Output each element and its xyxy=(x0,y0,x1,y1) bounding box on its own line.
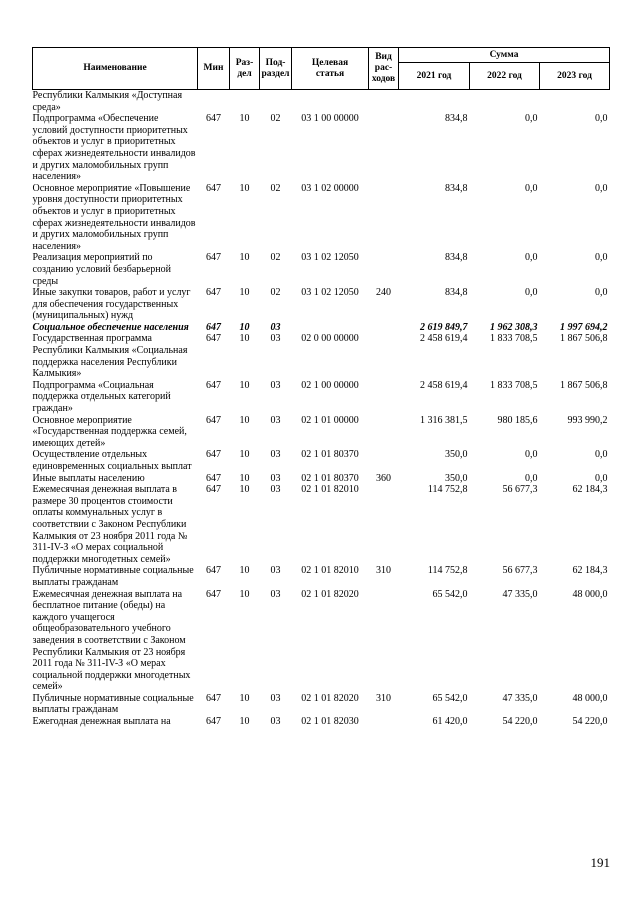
cell-sum-2023: 1 997 694,2 xyxy=(560,321,608,333)
cell-celevaya-statya: 02 1 01 82010 xyxy=(301,565,359,577)
table-row xyxy=(33,113,610,183)
cell-podrazdel: 02 xyxy=(270,182,281,194)
cell-podrazdel: 03 xyxy=(270,414,281,426)
cell-min: 647 xyxy=(206,379,221,391)
table-row xyxy=(33,252,610,287)
cell-celevaya-statya: 03 1 00 00000 xyxy=(301,113,359,125)
cell-celevaya-statya: 03 1 02 12050 xyxy=(301,252,359,264)
cell-sum-2022: 0,0 xyxy=(525,182,538,194)
cell-sum-2023: 1 867 506,8 xyxy=(560,379,608,391)
cell-razdel: 10 xyxy=(239,472,250,484)
cell-sum-2022: 0,0 xyxy=(525,449,538,461)
cell-vid-rashodov xyxy=(369,589,399,693)
cell-sum-2021: 65 542,0 xyxy=(432,692,468,704)
cell-name: Основное мероприятие «Повышение уровня доступности приоритетных объектов и услуг в приоритетных сферах жизнедеятельности инвалидов и других маломобильных групп населения» xyxy=(32,182,196,252)
cell-min: 647 xyxy=(206,321,221,333)
cell-vid-rashodov xyxy=(369,380,399,415)
table-row xyxy=(33,473,610,485)
cell-sum-2023: 54 220,0 xyxy=(572,716,608,728)
budget-table xyxy=(32,47,610,728)
table-row xyxy=(33,589,610,693)
cell-sum-2021: 350,0 xyxy=(445,449,468,461)
cell-name: Республики Калмыкия «Доступная среда» xyxy=(32,90,183,113)
cell-podrazdel: 03 xyxy=(270,449,281,461)
cell-sum-2021: 2 458 619,4 xyxy=(420,333,468,345)
cell-min: 647 xyxy=(206,287,221,299)
cell-sum-2021: 114 752,8 xyxy=(427,484,468,496)
cell-sum-2023: 993 990,2 xyxy=(567,414,608,426)
cell-sum-2022: 980 185,6 xyxy=(497,414,538,426)
table-row xyxy=(33,484,610,565)
cell-sum-2023: 0,0 xyxy=(595,472,608,484)
cell-podrazdel: 03 xyxy=(270,472,281,484)
cell-sum-2022: 0,0 xyxy=(525,113,538,125)
cell-vid-rashodov xyxy=(369,183,399,253)
table-row xyxy=(33,693,610,716)
cell-razdel: 10 xyxy=(239,588,250,600)
cell-vid-rashodov xyxy=(369,716,399,728)
cell-podrazdel: 03 xyxy=(270,484,281,496)
cell-razdel: 10 xyxy=(239,113,250,125)
cell-sum-2022: 1 833 708,5 xyxy=(490,379,538,391)
cell-razdel: 10 xyxy=(239,414,250,426)
cell-sum-2022: 1 962 308,3 xyxy=(490,321,538,333)
cell-vid-rashodov xyxy=(369,322,399,334)
cell-sum-2022: 54 220,0 xyxy=(502,716,538,728)
cell-razdel: 10 xyxy=(239,287,250,299)
cell-vid-rashodov xyxy=(369,484,399,565)
cell-celevaya-statya: 02 1 01 82030 xyxy=(301,716,359,728)
header-podrazdel: Под- раздел xyxy=(260,48,292,90)
cell-razdel: 10 xyxy=(239,484,250,496)
cell-celevaya-statya: 02 1 01 82020 xyxy=(301,588,359,600)
table-row xyxy=(33,183,610,253)
cell-sum-2021: 834,8 xyxy=(445,113,468,125)
cell-celevaya-statya xyxy=(292,90,369,114)
cell-celevaya-statya: 02 1 01 82020 xyxy=(301,692,359,704)
cell-podrazdel: 03 xyxy=(270,588,281,600)
cell-sum-2023: 0,0 xyxy=(595,252,608,264)
cell-sum-2023: 62 184,3 xyxy=(572,484,608,496)
cell-vid-rashodov xyxy=(369,415,399,450)
cell-sum-2022: 0,0 xyxy=(525,472,538,484)
cell-sum-2023: 0,0 xyxy=(595,287,608,299)
cell-min: 647 xyxy=(206,113,221,125)
cell-vid-rashodov xyxy=(369,90,399,114)
cell-min: 647 xyxy=(206,484,221,496)
header-year-2022: 2022 год xyxy=(470,63,540,90)
header-name: Наименование xyxy=(33,48,198,90)
cell-min: 647 xyxy=(206,333,221,345)
cell-name: Основное мероприятие «Государственная поддержка семей, имеющих детей» xyxy=(32,414,187,449)
cell-sum-2023 xyxy=(540,90,610,114)
cell-sum-2023: 62 184,3 xyxy=(572,565,608,577)
cell-min: 647 xyxy=(206,716,221,728)
cell-sum-2022: 56 677,3 xyxy=(502,484,538,496)
table-row xyxy=(33,449,610,472)
cell-sum-2022: 47 335,0 xyxy=(502,588,538,600)
header-year-2023: 2023 год xyxy=(540,63,610,90)
cell-podrazdel xyxy=(260,90,292,114)
page-number: 191 xyxy=(590,855,610,870)
cell-podrazdel: 02 xyxy=(270,287,281,299)
cell-celevaya-statya: 02 1 01 82010 xyxy=(301,484,359,496)
cell-vid-rashodov xyxy=(369,113,399,183)
cell-name: Ежемесячная денежная выплата в размере 30 процентов стоимости оплаты коммунальных услуг в соответствии с Законом Республики Калмыкия от 23 ноября 2011 года № 311-IV-З «О мерах социальной поддержки многодетных семей» xyxy=(32,484,188,565)
cell-sum-2021: 350,0 xyxy=(445,472,468,484)
table-row xyxy=(33,90,610,114)
cell-min xyxy=(198,90,230,114)
cell-razdel: 10 xyxy=(239,252,250,264)
cell-sum-2021: 61 420,0 xyxy=(432,716,468,728)
table-row xyxy=(33,565,610,588)
table-row xyxy=(33,287,610,322)
cell-razdel xyxy=(230,90,260,114)
cell-podrazdel: 02 xyxy=(270,113,281,125)
cell-sum-2021: 114 752,8 xyxy=(427,565,468,577)
table-row xyxy=(33,333,610,379)
cell-name: Ежегодная денежная выплата на xyxy=(32,716,171,728)
header-celevaya-statya: Целевая статья xyxy=(292,48,369,90)
cell-vid-rashodov xyxy=(369,333,399,379)
cell-sum-2022 xyxy=(470,90,540,114)
cell-min: 647 xyxy=(206,692,221,704)
cell-podrazdel: 03 xyxy=(270,565,281,577)
cell-sum-2023: 1 867 506,8 xyxy=(560,333,608,345)
cell-min: 647 xyxy=(206,182,221,194)
cell-name: Публичные нормативные социальные выплаты гражданам xyxy=(32,565,194,588)
header-min: Мин xyxy=(198,48,230,90)
cell-sum-2023: 48 000,0 xyxy=(572,588,608,600)
cell-vid-rashodov xyxy=(369,252,399,287)
cell-name: Публичные нормативные социальные выплаты гражданам xyxy=(32,692,194,716)
cell-sum-2021: 2 619 849,7 xyxy=(420,321,468,333)
cell-vid-rashodov: 310 xyxy=(376,565,391,577)
cell-name: Реализация мероприятий по созданию условий безбарьерной среды xyxy=(32,252,171,287)
cell-razdel: 10 xyxy=(239,692,250,704)
budget-table-page xyxy=(32,47,609,728)
cell-name: Осуществление отдельных единовременных социальных выплат xyxy=(32,449,192,472)
cell-name: Подпрограмма «Обеспечение условий доступности приоритетных объектов и услуг в приоритетных сферах жизнедеятельности инвалидов и других маломобильных групп населения» xyxy=(32,113,196,183)
header-razdel: Раз- дел xyxy=(230,48,260,90)
cell-sum-2022: 0,0 xyxy=(525,252,538,264)
cell-name: Иные выплаты населению xyxy=(32,472,145,484)
cell-vid-rashodov xyxy=(369,449,399,472)
cell-celevaya-statya: 02 1 01 00000 xyxy=(301,414,359,426)
cell-celevaya-statya: 02 0 00 00000 xyxy=(301,333,359,345)
cell-sum-2021 xyxy=(399,90,470,114)
cell-sum-2021: 2 458 619,4 xyxy=(420,379,468,391)
cell-vid-rashodov: 360 xyxy=(376,472,391,484)
cell-razdel: 10 xyxy=(239,565,250,577)
table-row xyxy=(33,380,610,415)
cell-podrazdel: 02 xyxy=(270,252,281,264)
cell-sum-2021: 834,8 xyxy=(445,252,468,264)
cell-sum-2022: 0,0 xyxy=(525,287,538,299)
cell-min: 647 xyxy=(206,472,221,484)
cell-razdel: 10 xyxy=(239,379,250,391)
cell-razdel: 10 xyxy=(239,182,250,194)
cell-sum-2023: 48 000,0 xyxy=(572,692,608,704)
cell-sum-2023: 0,0 xyxy=(595,182,608,194)
table-row xyxy=(33,415,610,450)
cell-celevaya-statya: 02 1 00 00000 xyxy=(301,379,359,391)
cell-celevaya-statya: 03 1 02 00000 xyxy=(301,182,359,194)
cell-sum-2021: 65 542,0 xyxy=(432,588,468,600)
cell-name: Иные закупки товаров, работ и услуг для обеспечения государственных (муниципальных) нужд xyxy=(32,287,191,322)
cell-podrazdel: 03 xyxy=(270,333,281,345)
cell-min: 647 xyxy=(206,449,221,461)
header-summa: Сумма xyxy=(399,48,610,63)
cell-sum-2021: 834,8 xyxy=(445,287,468,299)
cell-celevaya-statya: 02 1 01 80370 xyxy=(301,449,359,461)
cell-celevaya-statya: 03 1 02 12050 xyxy=(301,287,359,299)
cell-min: 647 xyxy=(206,252,221,264)
cell-min: 647 xyxy=(206,414,221,426)
cell-razdel: 10 xyxy=(239,333,250,345)
cell-celevaya-statya: 02 1 01 80370 xyxy=(301,472,359,484)
table-body xyxy=(33,90,610,728)
cell-podrazdel: 03 xyxy=(270,379,281,391)
cell-celevaya-statya xyxy=(292,322,369,334)
cell-sum-2022: 47 335,0 xyxy=(502,692,538,704)
cell-min: 647 xyxy=(206,565,221,577)
cell-podrazdel: 03 xyxy=(270,716,281,728)
header-year-2021: 2021 год xyxy=(399,63,470,90)
cell-podrazdel: 03 xyxy=(270,321,281,333)
cell-sum-2021: 1 316 381,5 xyxy=(420,414,468,426)
cell-name: Государственная программа Республики Калмыкия «Социальная поддержка населения Республики Калмыкия» xyxy=(32,333,188,380)
table-row xyxy=(33,322,610,334)
cell-razdel: 10 xyxy=(239,321,250,333)
cell-razdel: 10 xyxy=(239,449,250,461)
cell-sum-2023: 0,0 xyxy=(595,449,608,461)
table-row xyxy=(33,716,610,728)
cell-min: 647 xyxy=(206,588,221,600)
cell-sum-2022: 56 677,3 xyxy=(502,565,538,577)
cell-name: Социальное обеспечение населения xyxy=(32,321,189,333)
cell-podrazdel: 03 xyxy=(270,692,281,704)
cell-vid-rashodov: 240 xyxy=(376,287,391,299)
cell-name: Подпрограмма «Социальная поддержка отдельных категорий граждан» xyxy=(32,379,171,415)
cell-sum-2022: 1 833 708,5 xyxy=(490,333,538,345)
cell-sum-2023: 0,0 xyxy=(595,113,608,125)
cell-sum-2021: 834,8 xyxy=(445,182,468,194)
cell-razdel: 10 xyxy=(239,716,250,728)
cell-name: Ежемесячная денежная выплата на бесплатное питание (обеды) на каждого учащегося общеобразовательного учебного заведения в соответствии с Законом Республики Калмыкия от 23 ноября 2011 года № 311-IV-З «О мерах социальной поддержки многодетных семей» xyxy=(32,588,191,693)
cell-vid-rashodov: 310 xyxy=(376,692,391,704)
header-vid-rashodov: Вид рас- ходов xyxy=(369,48,399,90)
